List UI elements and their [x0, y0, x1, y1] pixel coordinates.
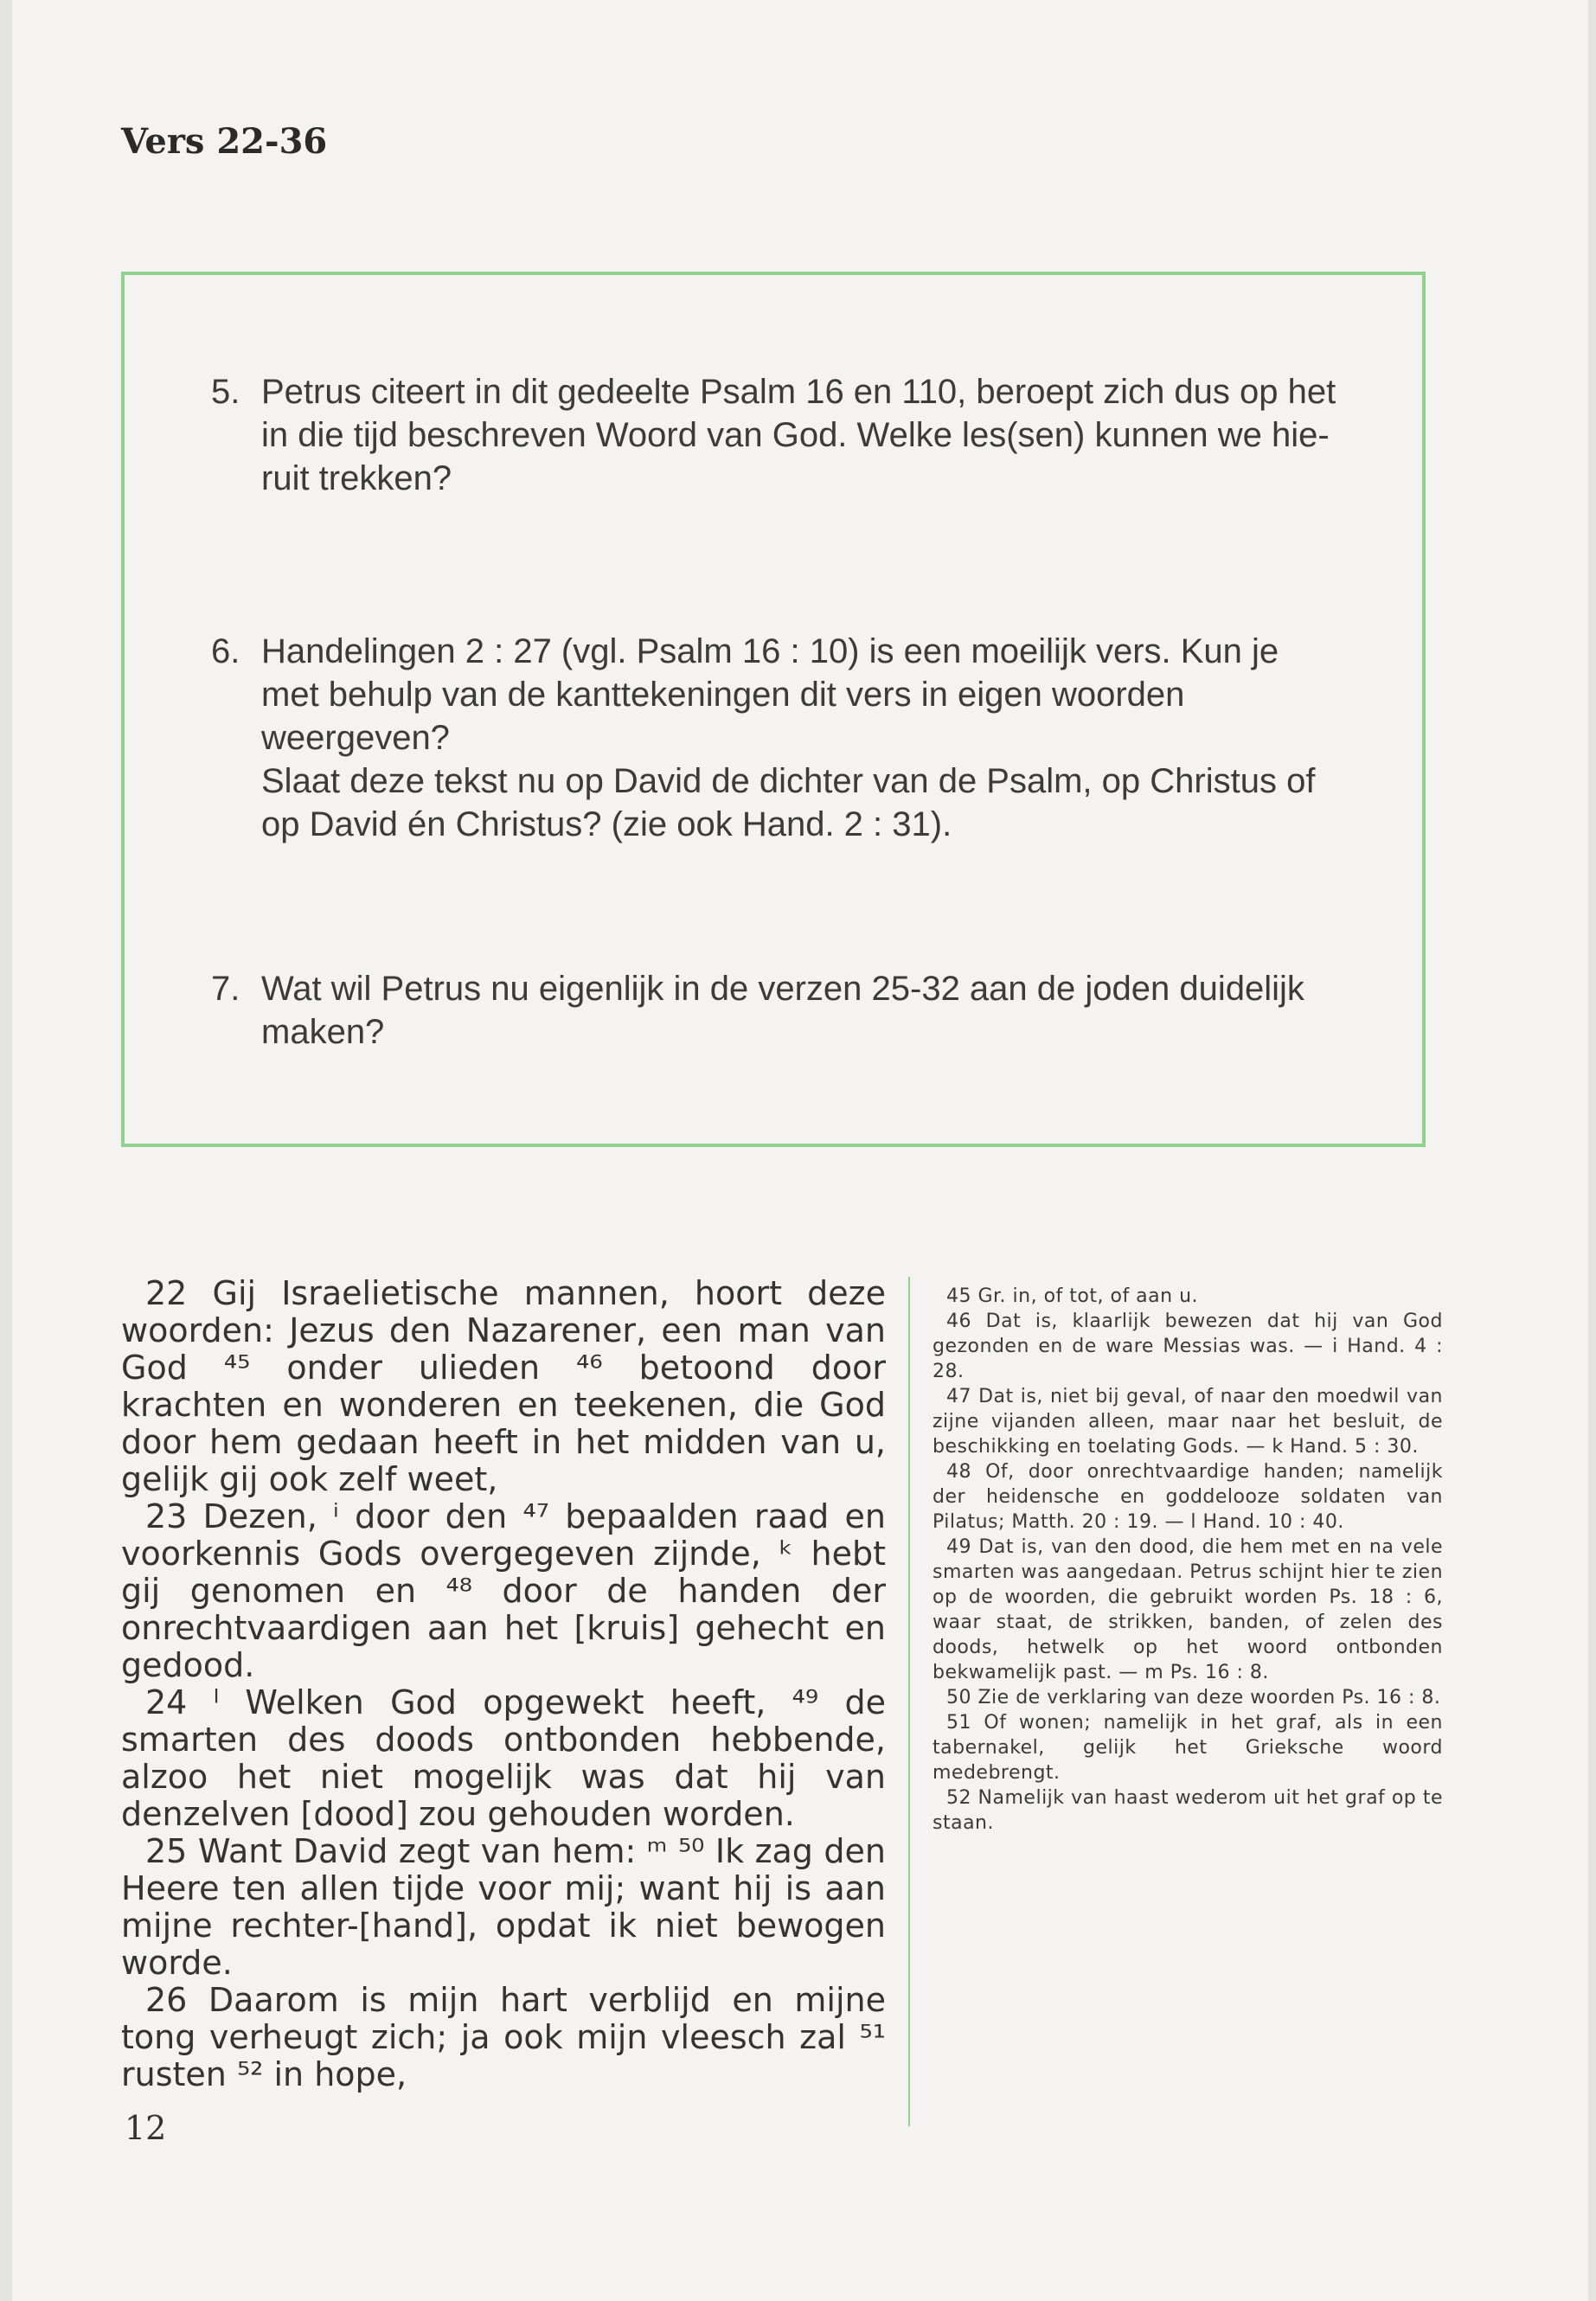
verse-26: 26 Daarom is mijn hart verblijd en mijne tong verheugt zich; ja ook mijn vleesch zal ⁵¹ rusten ⁵² in hope,	[121, 1981, 886, 2093]
note-52: 52 Namelijk van haast wederom uit het graf op te staan.	[933, 1787, 1443, 1834]
note-45: 45 Gr. in, of tot, of aan u.	[946, 1285, 1199, 1307]
question-text	[261, 967, 1370, 1054]
question-line: met behulp van de kanttekeningen dit vers in eigen woorden	[261, 676, 1185, 714]
question-line: Petrus citeert in dit gedeelte Psalm 16 en 110, beroept zich dus op het	[261, 373, 1336, 411]
verse-22: 22 Gij Israelietische mannen, hoort deze woorden: Jezus den Nazarener, een man van God ⁴⁵ onder ulieden ⁴⁶ betoond door krachten en wonderen en teekenen, die God door hem gedaan heeft in het midden van u, gelijk gij ook zelf weet,	[121, 1274, 886, 1498]
question-number: 6.	[211, 632, 240, 670]
annotations-column	[933, 1284, 1443, 1836]
column-divider	[908, 1277, 910, 2126]
question-6	[211, 630, 1370, 846]
question-line: maken?	[261, 1013, 385, 1051]
verse-25: 25 Want David zegt van hem: ᵐ ⁵⁰ Ik zag den Heere ten allen tijde voor mij; want hij is aan mijne rechter-[hand], opdat ik niet bewogen worde.	[121, 1832, 886, 1982]
question-number: 5.	[211, 373, 240, 411]
question-line: Wat wil Petrus nu eigenlijk in de verzen 25-32 aan de joden duidelijk	[261, 970, 1304, 1008]
question-7	[211, 967, 1370, 1054]
note-47: 47 Dat is, niet bij geval, of naar den moedwil van zijne vijanden alleen, maar naar het besluit, de beschikking en toelating Gods. — k Hand. 5 : 30.	[933, 1386, 1443, 1458]
question-line: ruit trekken?	[261, 459, 452, 497]
question-line: weergeven?	[261, 719, 450, 757]
page	[12, 0, 1588, 2301]
question-number: 7.	[211, 970, 240, 1008]
note-49: 49 Dat is, van den dood, die hem met en na vele smarten was aangedaan. Petrus schijnt hier te zien op de woorden, die gebruikt worden Ps. 18 : 6, waar staat, de strikken, banden, of zelen des doods, hetwelk op het woord ontbonden bekwamelijk past. — m Ps. 16 : 8.	[933, 1536, 1444, 1683]
section-heading: Vers 22-36	[121, 121, 328, 162]
note-48: 48 Of, door onrechtvaardige handen; namelijk der heidensche en goddelooze soldaten van Pilatus; Matth. 20 : 19. — l Hand. 10 : 40.	[933, 1461, 1443, 1533]
question-line: Handelingen 2 : 27 (vgl. Psalm 16 : 10) is een moeilijk vers. Kun je	[261, 632, 1279, 670]
verse-23: 23 Dezen, ⁱ door den ⁴⁷ bepaalden raad en voorkennis Gods overgegeven zijnde, ᵏ hebt gij genomen en ⁴⁸ door de handen der onrechtvaardigen aan het [kruis] gehecht en gedood.	[121, 1497, 886, 1684]
question-text	[261, 630, 1370, 846]
question-line: op David én Christus? (zie ook Hand. 2 : 31).	[261, 805, 952, 843]
questions-box	[121, 272, 1426, 1147]
question-5	[211, 370, 1370, 500]
question-text	[261, 370, 1370, 500]
question-line: Slaat deze tekst nu op David de dichter van de Psalm, op Christus of	[261, 762, 1316, 800]
note-50: 50 Zie de verklaring van deze woorden Ps. 16 : 8.	[946, 1687, 1441, 1708]
verse-24: 24 ˡ Welken God opgewekt heeft, ⁴⁹ de smarten des doods ontbonden hebbende, alzoo het niet mogelijk was dat hij van denzelven [dood] zou gehouden worden.	[121, 1683, 886, 1833]
bible-text-column	[121, 1275, 886, 2093]
question-line: in die tijd beschreven Woord van God. Welke les(sen) kunnen we hie-	[261, 416, 1330, 454]
note-51: 51 Of wonen; namelijk in het graf, als in een tabernakel, gelijk het Grieksche woord medebrengt.	[933, 1712, 1443, 1784]
page-number: 12	[125, 2109, 167, 2147]
note-46: 46 Dat is, klaarlijk bewezen dat hij van God gezonden en de ware Messias was. — i Hand. 4 : 28.	[933, 1311, 1443, 1382]
